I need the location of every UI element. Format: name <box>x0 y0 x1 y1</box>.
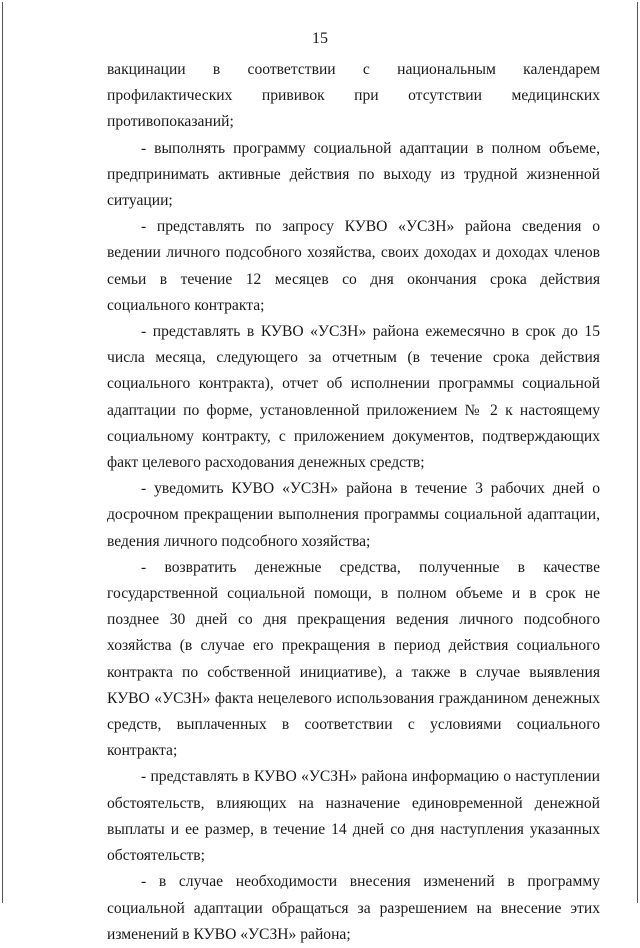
paragraph-monthly-report: - представлять в КУВО «УСЗН» района ежемесячно в срок до 15 числа месяца, следующего за отчетным (в течение срока действия социального контракта), отчет об исполнении программы социальной адаптации по форме, установленной приложением № 2 к настоящему социальному контракту, с приложением документов, подтверждающих факт целевого расходования денежных средств; <box>107 323 600 472</box>
paragraph-social-adaptation-program: - выполнять программу социальной адаптации в полном объеме, предпринимать активные действия по выходу из трудной жизненной ситуации; <box>107 139 600 210</box>
paragraph-continuation: вакцинации в соответствии с национальным календарем профилактических прививок при отсутствии медицинских противопоказаний; <box>107 61 600 131</box>
paragraph-circumstances-info: - представлять в КУВО «УСЗН» района информацию о наступлении обстоятельств, влияющих на назначение единовременной денежной выплаты и ее размер, в течение 14 дней со дня наступления указанных обстоятельств; <box>107 768 600 865</box>
paragraph-household-info-request: - представлять по запросу КУВО «УСЗН» района сведения о ведении личного подсобного хозяйства, своих доходах и доходах членов семьи в течение 12 месяцев со дня окончания срока действия социального контракта; <box>107 218 600 314</box>
page-number: 15 <box>312 30 328 47</box>
document-body <box>107 57 600 948</box>
paragraph-funds-return: - возвратить денежные средства, полученные в качестве государственной социальной помощи, в полном объеме и в срок не позднее 30 дней со дня прекращения ведения личного подсобного хозяйства (в случае его прекращения в период действия социального контракта по собственной инициативе), а также в случае выявления КУВО «УСЗН» факта нецелевого использования гражданином денежных средств, выплаченных в соответствии с условиями социального контракта; <box>107 558 600 760</box>
paragraph-program-changes: - в случае необходимости внесения изменений в программу социальной адаптации обращаться за разрешением на внесение этих изменений в КУВО «УСЗН» района; <box>107 873 600 943</box>
paragraph-early-termination-notice: - уведомить КУВО «УСЗН» района в течение 3 рабочих дней о досрочном прекращении выполнения программы социальной адаптации, ведения личного подсобного хозяйства; <box>107 480 600 550</box>
